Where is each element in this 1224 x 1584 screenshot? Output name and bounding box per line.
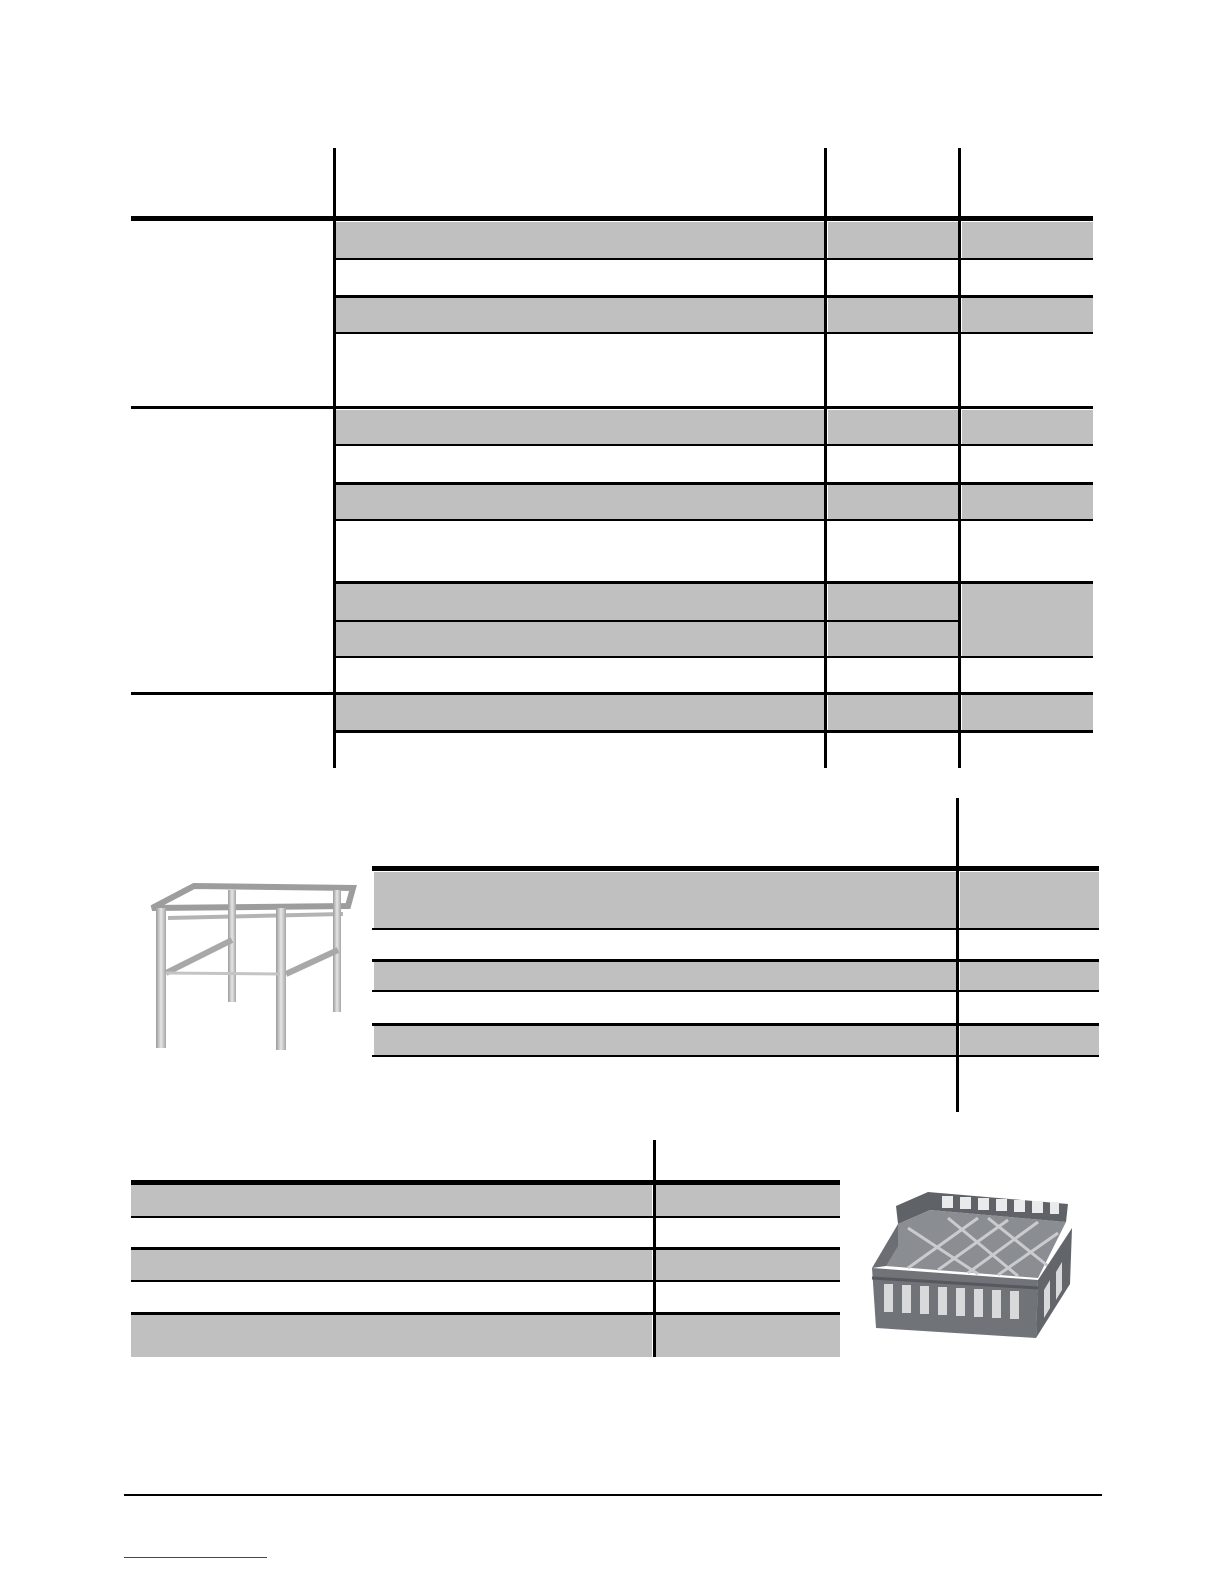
row-divider: [372, 990, 1099, 992]
group-divider: [131, 406, 1093, 409]
row-divider: [131, 1280, 840, 1282]
table-row: [374, 872, 956, 928]
row-divider: [336, 258, 1093, 260]
table-row: [131, 1250, 652, 1280]
row-divider: [336, 482, 1093, 485]
table-row: [828, 298, 958, 332]
table-row: [962, 485, 1093, 519]
table-row: [336, 584, 824, 620]
header-rule: [131, 216, 1093, 221]
header-rule: [372, 866, 1099, 871]
table-row: [828, 584, 958, 620]
table-row: [336, 298, 824, 332]
table-row: [828, 410, 958, 444]
table-row: [828, 485, 958, 519]
table-row: [336, 622, 824, 656]
row-divider: [336, 332, 1093, 334]
table-row: [336, 485, 824, 519]
table-row: [336, 222, 824, 258]
table-row: [656, 1185, 840, 1216]
row-divider: [372, 1023, 1099, 1026]
footer-link-underline[interactable]: [124, 1557, 267, 1558]
column-divider: [333, 148, 336, 768]
dishwasher-rack-image: [868, 1188, 1074, 1340]
row-divider: [336, 295, 1093, 298]
table-row: [962, 410, 1093, 444]
column-divider: [958, 148, 961, 768]
table-row: [962, 298, 1093, 332]
table-row: [960, 1026, 1099, 1055]
column-divider: [956, 798, 959, 1112]
row-divider: [131, 1312, 840, 1315]
row-divider: [372, 1055, 1099, 1057]
table-row: [962, 222, 1093, 258]
table-row: [960, 872, 1099, 928]
footer-rule: [124, 1494, 1102, 1496]
row-divider: [336, 730, 1093, 733]
row-divider: [336, 620, 958, 622]
table-row: [656, 1250, 840, 1280]
group-divider: [131, 692, 1093, 695]
table-row: [656, 1315, 840, 1357]
table-row: [374, 1026, 956, 1055]
table-row: [131, 1185, 652, 1216]
row-divider: [336, 656, 1093, 658]
table-row: [962, 584, 1093, 656]
row-divider: [131, 1216, 840, 1218]
table-row: [336, 695, 824, 730]
column-divider: [824, 148, 827, 768]
table-row: [828, 222, 958, 258]
stainless-steel-stand-image: [148, 878, 360, 1054]
row-divider: [336, 581, 1093, 584]
table-row: [374, 962, 956, 990]
table-row: [828, 695, 958, 730]
table-row: [960, 962, 1099, 990]
table-row: [336, 410, 824, 444]
row-divider: [336, 444, 1093, 446]
table-row: [962, 695, 1093, 730]
table-row: [131, 1315, 652, 1357]
table-row: [828, 622, 958, 656]
row-divider: [131, 1247, 840, 1250]
row-divider: [336, 519, 1093, 521]
row-divider: [372, 959, 1099, 962]
header-rule: [131, 1180, 840, 1185]
row-divider: [372, 928, 1099, 930]
